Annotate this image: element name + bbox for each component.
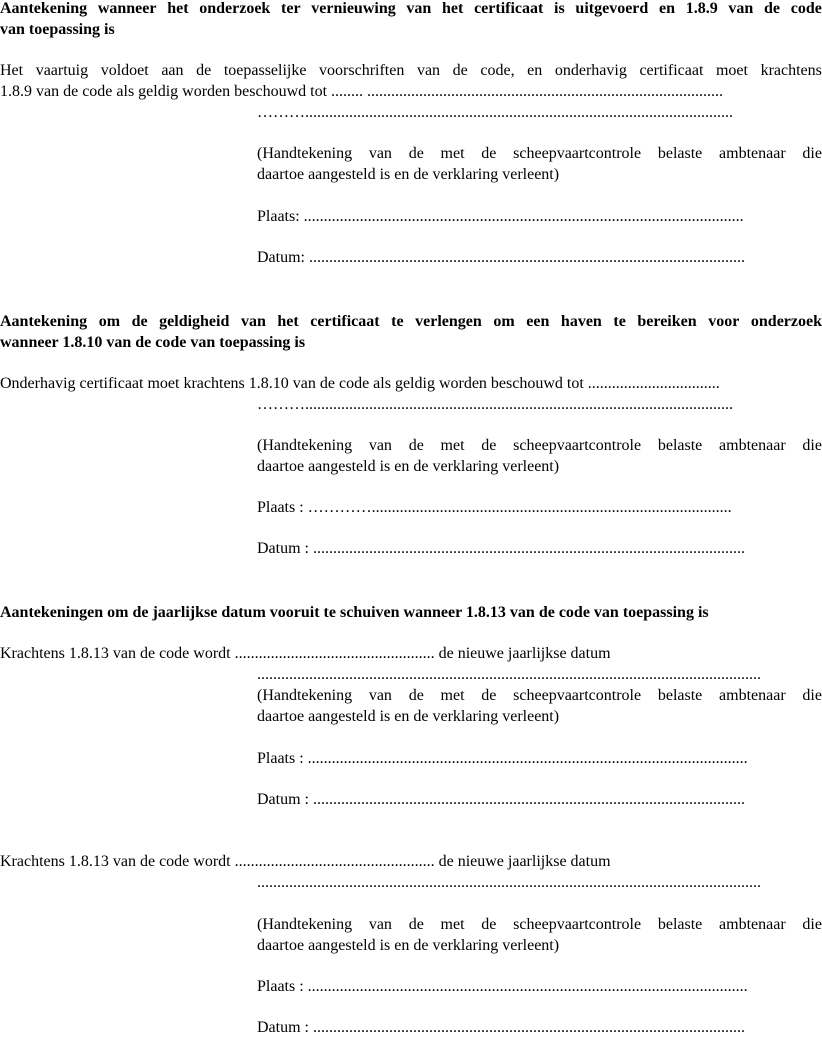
s3-entry1-signature-caption-line2: daartoe aangesteld is en de verklaring verleent) bbox=[257, 708, 560, 725]
word: om bbox=[493, 313, 515, 330]
s3-entry2-signature-caption-line2: daartoe aangesteld is en de verklaring verleent) bbox=[257, 937, 560, 954]
word: ambtenaar bbox=[719, 437, 786, 454]
word: uitgevoerd bbox=[575, 0, 649, 17]
s1-signature-caption-line1 bbox=[257, 143, 822, 164]
word: van bbox=[368, 145, 392, 162]
word: aan bbox=[161, 62, 184, 79]
word: scheepvaartcontrole bbox=[513, 916, 642, 933]
word: vernieuwing bbox=[311, 0, 396, 17]
word: de bbox=[481, 687, 497, 704]
word: (Handtekening bbox=[257, 145, 353, 162]
s2-body: Onderhavig certificaat moet krachtens 1.8.10 van de code als geldig worden beschouwd tot ................................. bbox=[0, 375, 720, 392]
word: de bbox=[481, 437, 497, 454]
s2-signature-caption-line1 bbox=[257, 435, 822, 456]
word: Aantekening bbox=[0, 313, 88, 330]
s1-place-field: Plaats: .............................................................................................................. bbox=[257, 208, 744, 225]
word: code, bbox=[480, 62, 515, 79]
word: de bbox=[764, 0, 781, 17]
word: geldigheid bbox=[159, 313, 230, 330]
s3-entry2-date-field: Datum : ............................................................................................................ bbox=[257, 1019, 745, 1036]
word: met bbox=[440, 437, 465, 454]
word: onderzoek bbox=[199, 0, 271, 17]
s3-entry2-signature-line: .............................................................................................................................. bbox=[257, 874, 761, 891]
word: ambtenaar bbox=[719, 145, 786, 162]
word: met bbox=[440, 145, 465, 162]
word: de bbox=[408, 145, 424, 162]
word: belaste bbox=[657, 145, 703, 162]
s3-entry1-place-field: Plaats : .............................................................................................................. bbox=[257, 750, 748, 767]
word: scheepvaartcontrole bbox=[513, 687, 642, 704]
s1-signature-line: ………........................................................................................................... bbox=[257, 104, 733, 121]
s3-entry1-signature-caption-line1 bbox=[257, 685, 822, 706]
word: moet bbox=[715, 62, 748, 79]
word: van bbox=[368, 916, 392, 933]
word: onderhavig bbox=[554, 62, 627, 79]
word: Aantekening bbox=[0, 0, 88, 17]
word: (Handtekening bbox=[257, 687, 353, 704]
s3-entry2-signature-caption-line1 bbox=[257, 914, 822, 935]
word: bereiken bbox=[637, 313, 697, 330]
s3-entry2-place-field: Plaats : .............................................................................................................. bbox=[257, 978, 748, 995]
word: 1.8.9 bbox=[685, 0, 718, 17]
word: de bbox=[452, 62, 468, 79]
word: van bbox=[406, 0, 432, 17]
s1-body-line1 bbox=[0, 60, 822, 81]
word: die bbox=[802, 145, 822, 162]
word: het bbox=[167, 0, 189, 17]
word: certificaat bbox=[310, 313, 380, 330]
s2-place-field: Plaats : ………….......................................................................................... bbox=[257, 499, 732, 516]
word: de bbox=[408, 437, 424, 454]
s2-signature-line: ………........................................................................................................... bbox=[257, 396, 733, 413]
s2-heading-line1 bbox=[0, 311, 822, 332]
word: om bbox=[98, 313, 121, 330]
word: van bbox=[416, 62, 441, 79]
word: die bbox=[802, 916, 822, 933]
word: te bbox=[613, 313, 626, 330]
word: de bbox=[408, 687, 424, 704]
word: met bbox=[440, 916, 465, 933]
s3-entry1-signature-line: .............................................................................................................................. bbox=[257, 666, 761, 683]
s3-entry1-date-field: Datum : ............................................................................................................ bbox=[257, 791, 745, 808]
s3-entry1-body: Krachtens 1.8.13 van de code wordt .................................................. de nieuwe jaarlijkse datum bbox=[0, 645, 611, 662]
word: verlengen bbox=[415, 313, 482, 330]
word: certificaat bbox=[474, 0, 544, 17]
word: (Handtekening bbox=[257, 437, 353, 454]
s1-body-line2: 1.8.9 van de code als geldig worden beschouwd tot ........ ......................................................................................... bbox=[0, 83, 724, 100]
word: onderzoek bbox=[750, 313, 822, 330]
word: voldoet bbox=[100, 62, 149, 79]
word: de bbox=[481, 145, 497, 162]
word: het bbox=[277, 313, 299, 330]
word: met bbox=[440, 687, 465, 704]
word: certificaat bbox=[639, 62, 704, 79]
word: de bbox=[481, 916, 497, 933]
word: die bbox=[802, 437, 822, 454]
word: toepasselijke bbox=[223, 62, 307, 79]
word: van bbox=[368, 437, 392, 454]
word: belaste bbox=[657, 437, 703, 454]
s1-signature-caption-line2: daartoe aangesteld is en de verklaring verleent) bbox=[257, 166, 560, 183]
word: de bbox=[408, 916, 424, 933]
word: te bbox=[391, 313, 404, 330]
word: van bbox=[728, 0, 754, 17]
s3-entry2-body: Krachtens 1.8.13 van de code wordt .................................................. de nieuwe jaarlijkse datum bbox=[0, 853, 611, 870]
word: en bbox=[527, 62, 543, 79]
s2-signature-caption-line2: daartoe aangesteld is en de verklaring verleent) bbox=[257, 458, 560, 475]
word: ambtenaar bbox=[719, 687, 786, 704]
word: en bbox=[659, 0, 675, 17]
word: ter bbox=[281, 0, 301, 17]
word: vaartuig bbox=[35, 62, 89, 79]
word: Het bbox=[0, 62, 24, 79]
s2-heading-line2: wanneer 1.8.10 van de code van toepassing is bbox=[0, 334, 306, 351]
s1-heading-line1 bbox=[0, 0, 822, 19]
word: code bbox=[790, 0, 822, 17]
word: krachtens bbox=[760, 62, 822, 79]
word: voorschriften bbox=[319, 62, 405, 79]
word: belaste bbox=[657, 916, 703, 933]
word: voor bbox=[708, 313, 740, 330]
s1-date-field: Datum: ............................................................................................................. bbox=[257, 249, 745, 266]
s3-heading: Aantekeningen om de jaarlijkse datum vooruit te schuiven wanneer 1.8.13 van de code van toepassing is bbox=[0, 604, 709, 621]
word: haven bbox=[560, 313, 602, 330]
word: een bbox=[526, 313, 550, 330]
word: de bbox=[131, 313, 148, 330]
word: die bbox=[802, 687, 822, 704]
word: wanneer bbox=[97, 0, 157, 17]
word: van bbox=[240, 313, 266, 330]
word: scheepvaartcontrole bbox=[513, 437, 642, 454]
s1-heading-line2: van toepassing is bbox=[0, 21, 115, 38]
word: het bbox=[442, 0, 464, 17]
word: (Handtekening bbox=[257, 916, 353, 933]
word: belaste bbox=[657, 687, 703, 704]
word: de bbox=[196, 62, 212, 79]
word: scheepvaartcontrole bbox=[513, 145, 642, 162]
word: is bbox=[554, 0, 565, 17]
word: van bbox=[368, 687, 392, 704]
s2-date-field: Datum : ............................................................................................................ bbox=[257, 540, 745, 557]
word: ambtenaar bbox=[719, 916, 786, 933]
